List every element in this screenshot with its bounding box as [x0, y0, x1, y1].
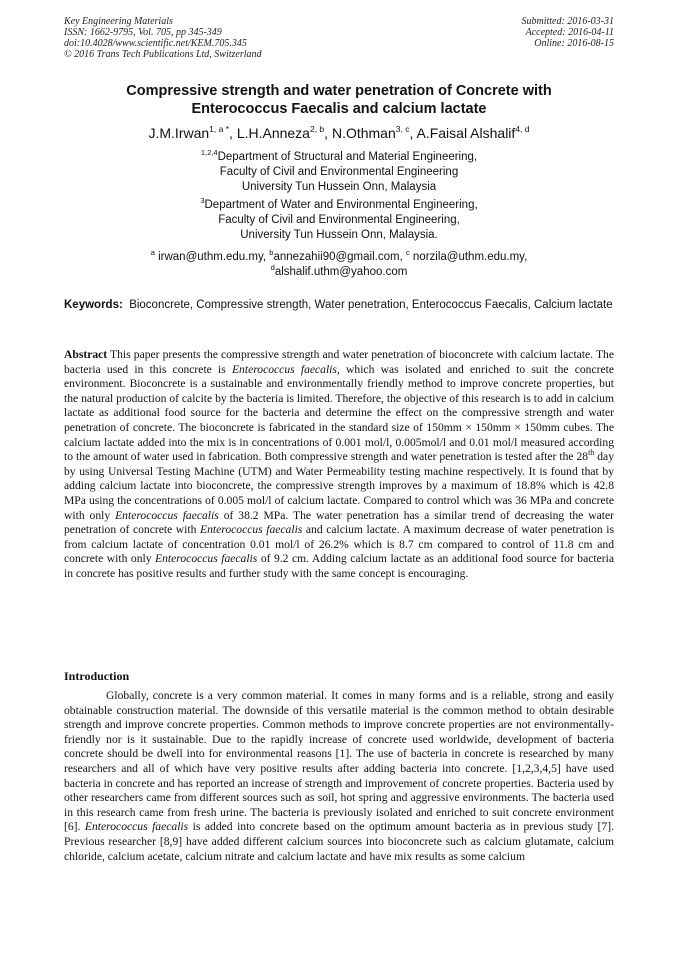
email-mark: b — [269, 248, 274, 257]
author-affiliation-mark: 2, b — [309, 124, 325, 134]
journal-issn: ISSN: 1662-9795, Vol. 705, pp 345-349 — [64, 27, 222, 38]
email-mark: c — [405, 248, 410, 257]
author-affiliation-mark: 1, a * — [209, 124, 230, 134]
journal-info — [64, 16, 262, 60]
journal-copyright: © 2016 Trans Tech Publications Ltd, Switzerland — [64, 49, 262, 60]
author-name: L.H.Anneza — [236, 125, 310, 141]
affiliation-water — [64, 198, 614, 243]
affiliation-line: Department of Structural and Material Engineering, — [217, 151, 478, 163]
email-mark: d — [270, 263, 275, 272]
submitted-date: Submitted: 2016-03-31 — [521, 16, 614, 27]
email-irwan[interactable]: irwan@uthm.edu.my, — [158, 251, 267, 263]
affiliation-mark: 1,2,4 — [200, 148, 218, 157]
journal-name: Key Engineering Materials — [64, 16, 173, 27]
email-othman[interactable]: norzila@uthm.edu.my, — [412, 251, 528, 263]
title-line-1: Compressive strength and water penetration of Concrete with — [126, 83, 552, 99]
email-anneza[interactable]: annezahii90@gmail.com, — [273, 251, 403, 263]
email-mark: a — [150, 248, 155, 257]
accepted-date: Accepted: 2016-04-11 — [525, 27, 614, 38]
author-name: J.M.Irwan — [148, 125, 210, 141]
email-alshalif[interactable]: alshalif.uthm@yahoo.com — [274, 266, 408, 278]
author-name: N.Othman — [331, 125, 396, 141]
online-date: Online: 2016-08-15 — [534, 38, 614, 49]
affiliation-line: Department of Water and Environmental Engineering, — [204, 199, 478, 211]
affiliation-line: Faculty of Civil and Environmental Engineering — [219, 166, 459, 178]
affiliation-structural — [64, 150, 614, 195]
abstract-label: Abstract — [64, 348, 108, 361]
affiliation-line: University Tun Hussein Onn, Malaysia. — [240, 229, 438, 241]
journal-doi[interactable]: doi:10.4028/www.scientific.net/KEM.705.345 — [64, 38, 247, 49]
publication-dates — [522, 16, 615, 49]
keywords-label: Keywords: — [64, 299, 123, 311]
introduction-heading: Introduction — [64, 669, 130, 683]
keywords-text: Bioconcrete, Compressive strength, Water penetration, Enterococcus Faecalis, Calcium lactate — [129, 299, 613, 311]
title-line-2: Enterococcus Faecalis and calcium lactate — [191, 101, 487, 117]
affiliation-line: Faculty of Civil and Environmental Engineering, — [218, 214, 460, 226]
affiliation-line: University Tun Hussein Onn, Malaysia — [241, 181, 437, 193]
author-affiliation-mark: 3, c — [395, 124, 410, 134]
author-name: A.Faisal Alshalif — [416, 125, 516, 141]
introduction-paragraph: Globally, concrete is a very common material. It comes in many forms and is a reliable, strong and easily obtainable construction material. The downside of this versatile material is the common method to obtain desirable strength and improve concrete properties. Common methods to improve concrete properties are not environmentally-friendly nor is it sustainable. Due to the rapidly increase of concrete used worldwide, development of bacteria concrete should be dwell into for environmental reasons [1]. The use of bacteria in concrete is researched by many researchers and all of which have very positive results after adding bacteria into concrete. [1,2,3,4,5] have used bacteria in concrete and has reported an increase of strength and improvement of concrete properties. Bacteria used by other researchers came from different sources such as soil, hot spring and aggressive environments. The bacteria used in this research came from fresh urine. The bacteria is previously isolated and enriched to suit concrete environment [6]. Enterococcus faecalis is added into concrete based on the optimum amount bacteria as in previous study [7]. Previous researcher [8,9] have added different calcium sources into bioconcrete such as calcium glutamate, calcium chloride, calcium acetate, calcium nitrate and calcium lactate and have mix results as some calcium — [64, 689, 614, 863]
keywords-section — [64, 298, 614, 314]
author-list: J.M.Irwan$^{1, a *}$, L.H.Anneza$^{2, b}$, N.Othman$^{3, c}$, A.Faisal Alshalif$^{4, d}$ — [148, 124, 530, 141]
affiliation-mark: 3 — [200, 196, 205, 205]
abstract-section: Abstract This paper presents the compressive strength and water penetration of bioconcrete with calcium lactate. The bacteria used in this concrete is Enterococcus faecalis, which was isolated and enriched to suit the concrete environment. Bioconcrete is a sustainable and environmentally friendly method to improve concrete properties, but the natural production of calcite by the bacteria is limited. Therefore, the objective of this research is to add in calcium lactate as additional food source for the bacteria and determine the effect on the compressive strength and water penetration of concrete. The bioconcrete is fabricated in the standard size of 150mm × 150mm × 150mm cubes. The calcium lactate added into the mix is in concentrations of 0.001 mol/l, 0.005mol/l and 0.01 mol/l measured according to the amount of water used in fabrication. Both compressive strength and water penetration is tested after the 28th day by using Universal Testing Machine (UTM) and Water Permeability testing machine respectively. It is found that by adding calcium lactate into bioconcrete, the compressive strength improves by a maximum of 18.8% which is 42.8 MPa using the concentrations of 0.005 mol/l of calcium lactate. Compared to control which was 36 MPa and concrete with only Enterococcus faecalis of 38.2 MPa. The water penetration has a similar trend of decreasing the water penetration of concrete with Enterococcus faecalis and calcium lactate. A maximum decrease of water penetration is from calcium lactate of concentration 0.01 mol/l of 26.2% which is 8.7 cm compared to control of 11.8 cm and concrete with only Enterococcus faecalis of 9.2 cm. Adding calcium lactate as an additional food source for bacteria in concrete has positive results and further study with the same concept is encouraging. — [64, 348, 615, 580]
author-affiliation-mark: 4, d — [515, 124, 530, 134]
author-emails — [64, 250, 614, 280]
paper-title — [64, 82, 614, 118]
